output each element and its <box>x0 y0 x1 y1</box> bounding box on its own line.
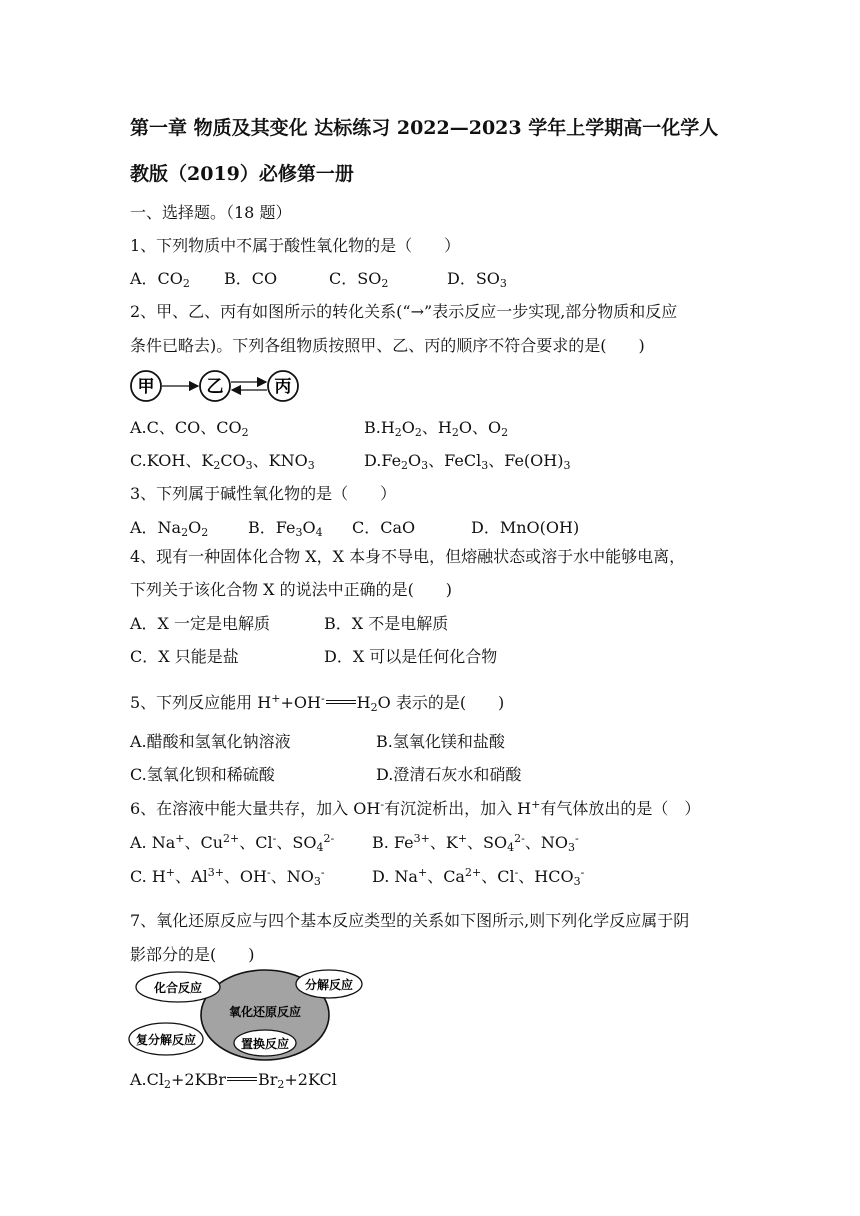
q2-option-d: $D.Fe_2O_3$、FeCl$_3$、$Fe(OH)_3$ <box>364 451 571 472</box>
combination-label: 化合反应 <box>153 981 203 995</box>
q5-option-d: D.澄清石灰水和硝酸 <box>376 765 522 784</box>
q5-option-c: C.氢氧化钡和稀硫酸 <box>130 765 275 784</box>
q4-stem-line-2: 下列关于该化合物 X 的说法中正确的是( ) <box>130 580 453 599</box>
q6-option-b: B. $Fe^{3+}$、K+、$SO_4^{2-}$、$NO_3^-$ <box>372 832 579 854</box>
q5-option-a: A.醋酸和氢氧化钠溶液 <box>130 732 291 751</box>
q4-option-a: A．X 一定是电解质 <box>130 614 271 633</box>
q7-option-a: $A.Cl_2+2KBr$ $Br_2+2KCl$ <box>130 1070 337 1091</box>
decomposition-label: 分解反应 <box>304 978 354 992</box>
doc-title-line-1: 第一章 物质及其变化 达标练习 2022—2023 学年上学期高一化学人 <box>130 117 719 139</box>
q2-stem-line-1: 2、甲、乙、丙有如图所示的转化关系(“→”表示反应一步实现,部分物质和反应 <box>130 302 678 321</box>
q4-option-d: D．X 可以是任何化合物 <box>324 647 498 666</box>
q4-option-b: B．X 不是电解质 <box>324 614 449 633</box>
q6-option-a: A. Na+、$Cu^{2+}$、Cl-、$SO_4^{2-}$ <box>130 832 335 854</box>
q3-option-b: B．$Fe_3O_4$ <box>248 518 323 539</box>
q2-option-a: A.C、CO、$CO_2$ <box>130 418 249 439</box>
redox-label: 氧化还原反应 <box>228 1005 302 1019</box>
q4-stem-line-1: 4、现有一种固体化合物 X，X 本身不导电，但熔融状态或溶于水中能够电离， <box>130 547 686 566</box>
equals-sign <box>227 1077 257 1081</box>
q2-option-c: C.KOH、$K_2CO_3$、$KNO_3$ <box>130 451 315 472</box>
equals-sign <box>326 700 356 704</box>
doc-title-line-2: 教版（2019）必修第一册 <box>130 163 354 185</box>
q2-option-b: $B.H_2O_2$、$H_2O$、$O_2$ <box>364 418 509 439</box>
q6-stem: 6、在溶液中能大量共存，加入 OH-有沉淀析出，加入 H+有气体放出的是（ ） <box>130 798 701 818</box>
q2-stem-line-2: 条件已略去)。下列各组物质按照甲、乙、丙的顺序不符合要求的是( ) <box>130 336 645 355</box>
double-replacement-label: 复分解反应 <box>135 1033 197 1047</box>
q3-option-d: D．MnO(OH) <box>471 518 580 537</box>
q2-conversion-diagram <box>128 367 303 405</box>
q1-option-d: D．$SO_3$ <box>447 269 507 290</box>
q5-stem: 5、下列反应能用 H++OH- $H_2O$ 表示的是( ) <box>130 692 505 714</box>
q5-option-b: B.氢氧化镁和盐酸 <box>376 732 505 751</box>
q7-stem-line-2: 影部分的是( ) <box>130 945 255 964</box>
q7-stem-line-1: 7、氧化还原反应与四个基本反应类型的关系如下图所示,则下列化学反应属于阴 <box>130 911 690 930</box>
node-yi-label: 乙 <box>206 377 224 397</box>
q1-stem: 1、下列物质中不属于酸性氧化物的是（ ） <box>130 236 461 255</box>
section-heading: 一、选择题。（18 题） <box>130 203 292 222</box>
q1-option-b: B．CO <box>224 269 278 288</box>
replacement-label: 置换反应 <box>240 1037 290 1051</box>
q3-stem: 3、下列属于碱性氧化物的是（ ） <box>130 484 397 503</box>
q1-option-c: C．$SO_2$ <box>329 269 389 290</box>
q6-option-d: D. Na+、$Ca^{2+}$、Cl-、$HCO_3^-$ <box>372 866 585 888</box>
q6-option-c: C. H+、$Al^{3+}$、OH-、$NO_3^-$ <box>130 866 325 888</box>
node-jia-label: 甲 <box>137 377 155 397</box>
q7-reaction-types-venn <box>128 968 368 1064</box>
q3-option-a: A．$Na_2O_2$ <box>130 518 209 539</box>
q3-option-c: C．CaO <box>352 518 416 537</box>
node-bing-label: 丙 <box>274 377 292 397</box>
q4-option-c: C．X 只能是盐 <box>130 647 239 666</box>
q1-option-a: A．$CO_2$ <box>130 269 190 290</box>
